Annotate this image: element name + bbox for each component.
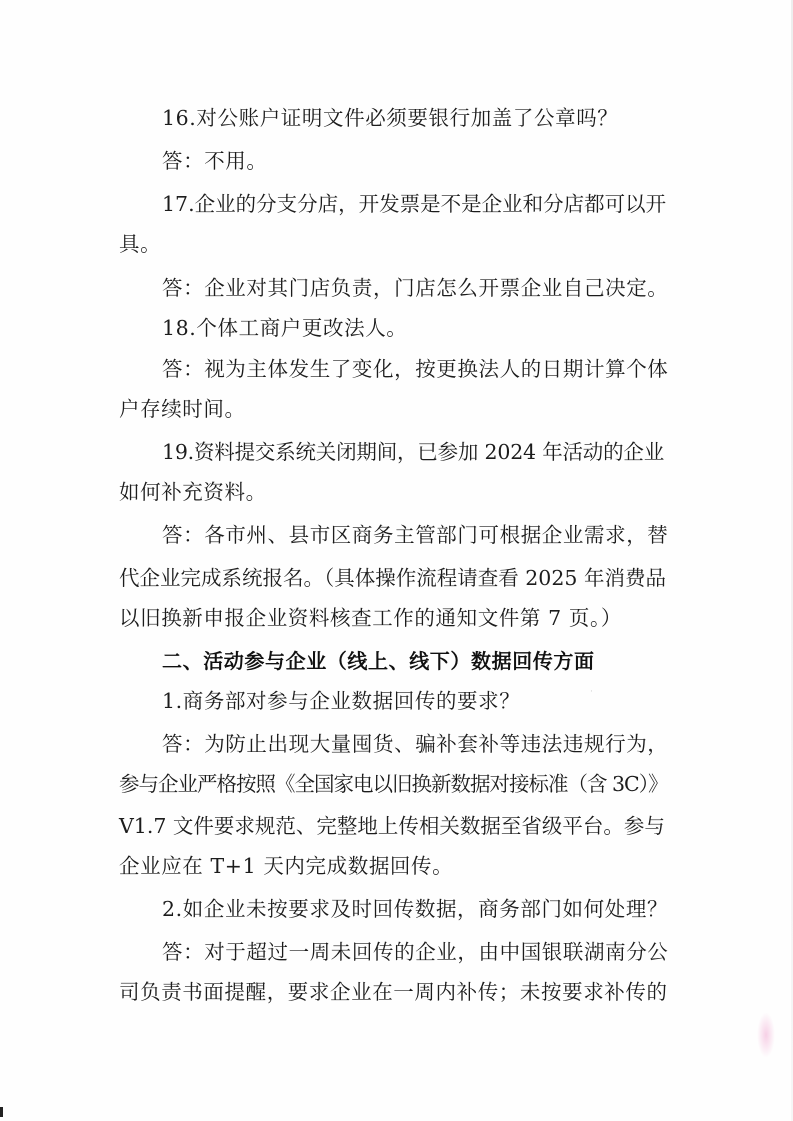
answer-18-line-1: 答：视为主体发生了变化，按更换法人的日期计算个体 (162, 357, 669, 381)
question-s2-2: 2.如企业未按要求及时回传数据，商务部门如何处理？ (162, 897, 669, 921)
answer-16: 答：不用。 (162, 149, 268, 173)
answer-s2-1-line-3: V1.7 文件要求规范、完整地上传相关数据至省级平台。参与 (119, 814, 665, 838)
answer-s2-1-line-1: 答：为防止出现大量囤货、骗补套补等违法违规行为， (162, 732, 669, 756)
question-19-line-2: 如何补充资料。 (119, 480, 267, 504)
answer-s2-2-line-2: 司负责书面提醒，要求企业在一周内补传；未按要求补传的 (119, 980, 668, 1004)
answer-19-line-2: 代企业完成系统报名。（具体操作流程请查看 2025 年消费品 (119, 566, 666, 590)
answer-s2-2-line-1: 答：对于超过一周未回传的企业，由中国银联湖南分公 (162, 940, 669, 964)
question-16: 16.对公账户证明文件必须要银行加盖了公章吗？ (162, 106, 619, 130)
answer-17: 答：企业对其门店负责，门店怎么开票企业自己决定。 (162, 276, 669, 300)
answer-19-line-1: 答：各市州、县市区商务主管部门可根据企业需求，替 (162, 523, 669, 547)
scan-speck: · (590, 687, 593, 697)
answer-18-line-2: 户存续时间。 (119, 397, 246, 421)
question-19-line-1: 19.资料提交系统关闭期间，已参加 2024 年活动的企业 (162, 440, 665, 464)
section-heading-2: 二、活动参与企业（线上、线下）数据回传方面 (162, 649, 595, 673)
stamp-smudge (757, 1012, 775, 1058)
answer-s2-1-line-4: 企业应在 T+1 天内完成数据回传。 (119, 854, 454, 878)
answer-s2-1-line-2: 参与企业严格按照《全国家电以旧换新数据对接标准（含 3C）》 (119, 772, 668, 796)
question-17-line-1: 17.企业的分支分店，开发票是不是企业和分店都可以开 (162, 192, 667, 216)
question-18: 18.个体工商户更改法人。 (162, 316, 408, 340)
scan-mark (0, 1107, 3, 1117)
question-s2-1: 1.商务部对参与企业数据回传的要求？ (162, 689, 521, 713)
answer-19-line-3: 以旧换新申报企业资料核查工作的通知文件第 7 页。） (119, 606, 622, 630)
question-17-line-2: 具。 (119, 232, 162, 256)
